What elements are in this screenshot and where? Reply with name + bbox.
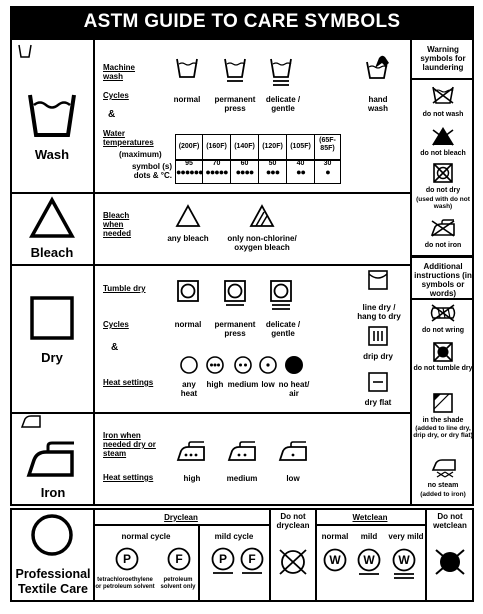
dry-label: Dry [41,350,63,365]
care-symbols-guide: ASTM GUIDE TO CARE SYMBOLS Wash Machine wash Cycles & Water temperatures (maximum) symbol (s) dots & °C. normal permanent press delicate / gentle hand wash (200F) 95 ●●●●●● (160F) 70 ●●●●● (140F) 60 ●●●● (120F) 50 ●●● (105F) 40 ●● (65F-85F) 30 ● Bleach Bleach when needed any bleach only non-chlorine/ oxygen bleach Dry Tumble dry Cycles & Heat settings normal permanent press delicate / gentle any heat high medium low no heat/ air line dry / hang to dry drip dry dry flat Iron Iron when needed dry or steam Heat settings high medium low Warning symbols for laundering do not wash do not bleach do not dry (used with do not wash) do not iron Additional instructions (in symbols or words) do not wring do not tumble dry in the shade (added to line dry, drip dry, or dry flat) no steam (added to iron) Professional Textile Care Dryclean normal cycle mild cycle P tetrachloroethylene or petroleum solvent F petroleum solvent only P F Do not dryclean Wetclean normal mild very mild W W W Do not wetclean [0,0,483,614]
iron-when-needed-label: Iron when needed dry or steam [103,431,156,458]
do-not-dryclean-label: Do not dryclean [276,512,310,530]
wash-permanent-press-icon [224,58,246,82]
iron-high-icon [176,440,206,462]
drip-dry-icon [368,326,388,346]
wetclean-mild-icon: W [357,548,381,576]
bleach-triangle-icon [30,198,74,238]
wetclean-normal-icon: W [323,548,347,572]
warning-title: Warning symbols for laundering [420,45,466,72]
tumble-delicate-icon [270,280,292,310]
professional-care-label: Professional Textile Care [15,567,91,596]
dry-square-icon [30,296,74,340]
wash-cycles-label: Cycles [103,91,129,100]
professional-care-circle-icon [31,514,73,556]
dry-flat-icon [368,372,388,392]
non-chlorine-bleach-icon [250,205,274,227]
tumble-dry-label: Tumble dry [103,284,146,293]
high-heat-icon [206,356,224,374]
water-temperature-table: (200F) 95 ●●●●●● (160F) 70 ●●●●● (140F) 60 ●●●● (120F) 50 ●●● (105F) 40 ●● (65F-85F) 30 ● [175,134,341,184]
additional-title: Additional instructions (in symbols or words) [414,262,472,298]
wetclean-very-mild-icon: W [392,548,416,580]
iron-large-icon [26,440,78,478]
tumble-permanent-press-icon [224,280,246,306]
do-not-wetclean-icon [434,547,466,577]
wash-tub-icon [28,92,76,138]
no-steam-icon [431,458,457,478]
tumble-normal-icon [177,280,199,302]
low-heat-icon [259,356,277,374]
wash-normal-icon [176,58,198,78]
dryclean-label: Dryclean [164,513,198,522]
wash-delicate-icon [270,58,292,86]
line-dry-icon [368,270,388,290]
do-not-wash-icon [432,86,454,104]
iron-label: Iron [40,485,66,500]
medium-heat-icon [234,356,252,374]
mild-dryclean-f-icon: F [240,547,264,575]
wash-small-icon [18,44,32,58]
wash-label: Wash [34,147,70,162]
page-title: ASTM GUIDE TO CARE SYMBOLS [10,6,474,38]
iron-heat-settings-label: Heat settings [103,473,154,482]
dryclean-f-icon: F [167,547,191,571]
dryclean-p-icon: P [115,547,139,571]
bleach-when-needed-label: Bleach when needed [103,211,132,238]
do-not-iron-icon [430,219,456,237]
do-not-dryclean-icon [278,547,308,577]
in-the-shade-icon [433,393,453,413]
do-not-wring-icon [429,304,457,322]
no-heat-icon [284,355,304,375]
do-not-wetclean-label: Do not wetclean [433,512,467,530]
iron-medium-icon [227,440,257,462]
do-not-bleach-icon [431,126,455,146]
bleach-label: Bleach [30,245,74,260]
any-bleach-icon [176,205,200,227]
any-heat-icon [180,356,198,374]
iron-small-icon [20,415,42,429]
mild-dryclean-p-icon: P [211,547,235,575]
dry-heat-settings-label: Heat settings [103,378,154,387]
hand-wash-icon [365,54,391,80]
machine-wash-label: Machine wash [103,63,136,81]
do-not-dry-icon [433,163,453,183]
iron-low-icon [278,440,308,462]
do-not-tumble-dry-icon [433,342,453,362]
water-temps-label: Water temperatures [103,129,154,147]
wetclean-label: Wetclean [352,513,388,522]
